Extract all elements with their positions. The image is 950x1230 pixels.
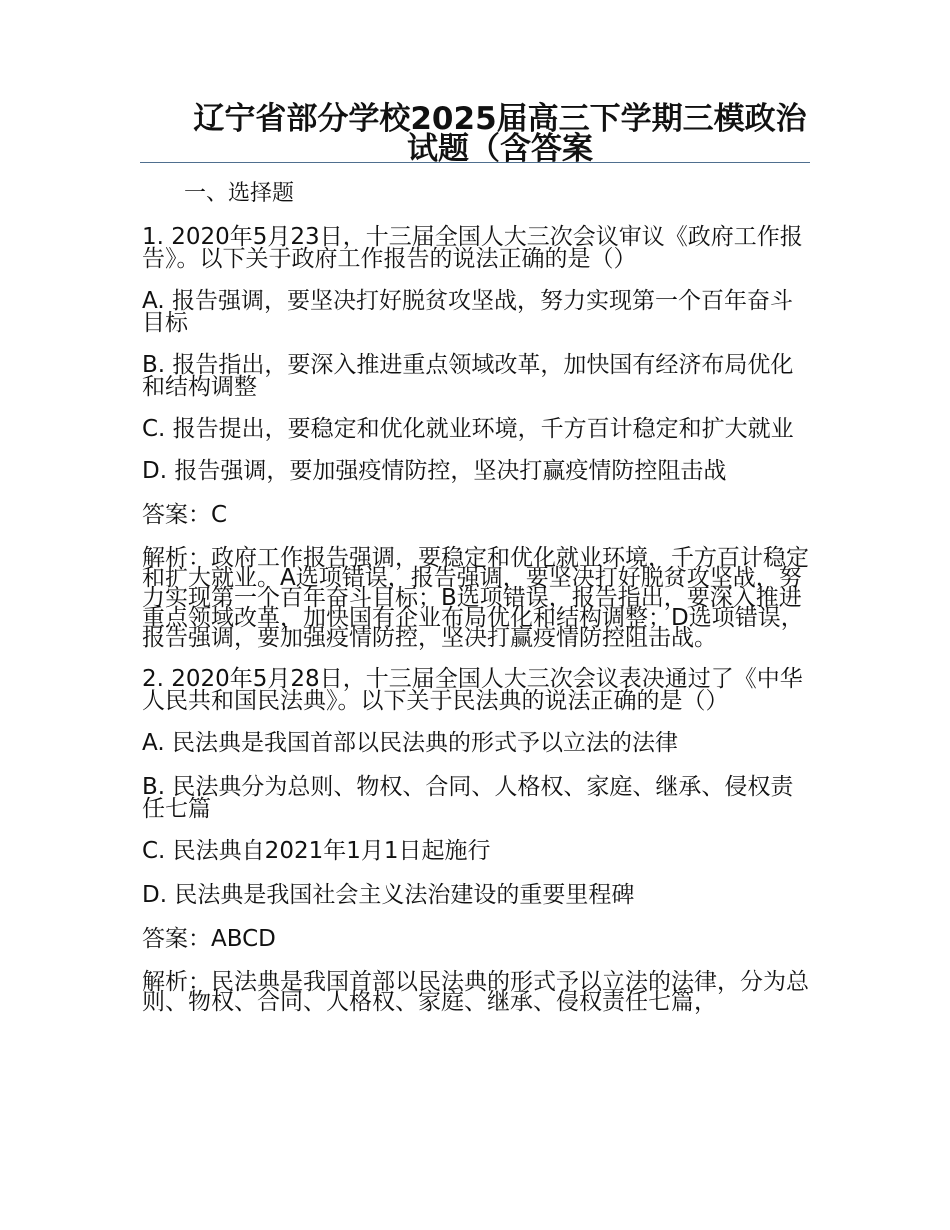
analysis: 解析：民法典是我国首部以民法典的形式予以立法的法律，分为总则、物权、合同、人格权、家庭、继承、侵权责任七篇， — [142, 969, 809, 1015]
page-title: 辽宁省部分学校2025届高三下学期三模政治试题（含答案 — [193, 101, 807, 167]
question-2 — [142, 666, 810, 1015]
option-c: C. 报告提出，要稳定和优化就业环境，千方百计稳定和扩大就业 — [142, 416, 794, 442]
option-c: C. 民法典自2021年1月1日起施行 — [142, 838, 491, 864]
question-1 — [142, 224, 810, 651]
option-d: D. 民法典是我国社会主义法治建设的重要里程碑 — [142, 882, 635, 908]
question-stem: 2. 2020年5月28日，十三届全国人大三次会议表决通过了《中华人民共和国民法典》。以下关于民法典的说法正确的是（） — [142, 666, 803, 714]
question-stem: 1. 2020年5月23日，十三届全国人大三次会议审议《政府工作报告》。以下关于政府工作报告的说法正确的是（） — [142, 224, 803, 272]
option-a: A. 报告强调，要坚决打好脱贫攻坚战，努力实现第一个百年奋斗目标 — [142, 288, 793, 336]
title-divider — [140, 162, 810, 163]
option-a: A. 民法典是我国首部以民法典的形式予以立法的法律 — [142, 730, 678, 756]
option-b: B. 报告指出，要深入推进重点领域改革，加快国有经济布局优化和结构调整 — [142, 352, 794, 400]
answer: 答案：C — [142, 502, 228, 528]
section-heading: 一、选择题 — [184, 181, 295, 206]
option-d: D. 报告强调，要加强疫情防控，坚决打赢疫情防控阻击战 — [142, 458, 727, 484]
analysis: 解析：政府工作报告强调，要稳定和优化就业环境，千方百计稳定和扩大就业。A选项错误，报告强调，要坚决打好脱贫攻坚战，努力实现第一个百年奋斗目标；B选项错误，报告指出，要深入推进重点领域改革，加快国有企业布局优化和结构调整；D选项错误，报告强调，要加强疫情防控，坚决打赢疫情防控阻击战。 — [142, 545, 809, 651]
option-b: B. 民法典分为总则、物权、合同、人格权、家庭、继承、侵权责任七篇 — [142, 774, 794, 822]
title-block — [140, 101, 810, 167]
answer: 答案：ABCD — [142, 926, 276, 952]
document-body — [142, 180, 810, 1032]
